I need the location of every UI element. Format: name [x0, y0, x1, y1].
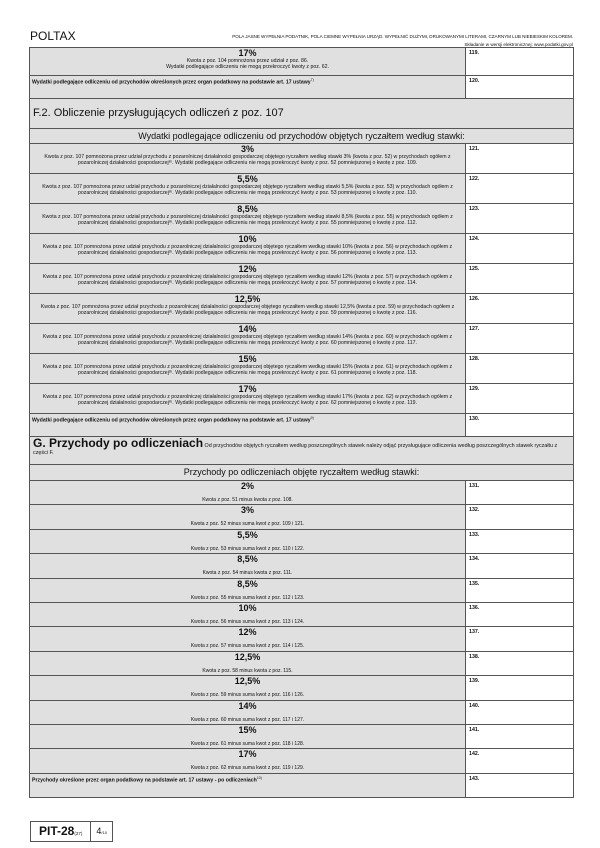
- field-120-input[interactable]: 120.: [466, 76, 573, 98]
- rate-label: 12,5%: [234, 651, 261, 662]
- rate-label: 15%: [238, 724, 257, 735]
- row-description: [30, 505, 466, 528]
- field-137-input[interactable]: 137.: [466, 627, 573, 650]
- field-129-input[interactable]: 129.: [466, 384, 573, 413]
- row-description: [30, 48, 466, 75]
- field-132-input[interactable]: 132.: [466, 505, 573, 528]
- row-text: Kwota z poz. 55 minus suma kwot z poz. 112 i 123.: [190, 594, 305, 601]
- row-text: Kwota z poz. 107 pomnożona przez udział przychodu z pozarolniczej działalności gospodarczej objętego ryczałtem według stawki 12% (kwota z poz. 57) w przychodach ogółem z pozarolniczej działalności gospodarczej⁸⁾. Wydatki podlegające odliczeniu nie mogą przekroczyć kwoty z poz. 57 pomniejszonej o kwotę z poz. 114.: [42, 274, 453, 286]
- form-row-133: [30, 530, 573, 554]
- row-text: Wydatki podlegające odliczeniu od przychodów określonych przez organ podatkowy na podstawie art. 17 ustawy: [32, 417, 311, 424]
- form-row-140: [30, 701, 573, 725]
- field-133-input[interactable]: 133.: [466, 530, 573, 553]
- row-text: Wydatki podlegające odliczeniu nie mogą przekroczyć kwoty z poz. 62.: [166, 64, 329, 70]
- footnote-ref: 10): [256, 775, 262, 780]
- row-description: [30, 234, 466, 263]
- row-text: Kwota z poz. 53 minus suma kwot z poz. 110 i 122.: [190, 545, 305, 552]
- rate-label: 12%: [238, 627, 257, 638]
- field-125-input[interactable]: 125.: [466, 264, 573, 293]
- row-text: Kwota z poz. 62 minus suma kwot z poz. 119 i 129.: [190, 765, 305, 772]
- row-text: Kwota z poz. 52 minus suma kwot z poz. 109 i 121.: [190, 521, 305, 528]
- form-row-138: [30, 652, 573, 676]
- rate-label: 3%: [240, 144, 254, 154]
- field-119-input[interactable]: 119.: [466, 48, 573, 75]
- section-f2-title: F.2. Obliczenie przysługujących odliczeń z poz. 107: [30, 99, 573, 129]
- rate-label: 8,5%: [237, 554, 258, 565]
- row-text: Kwota z poz. 107 pomnożona przez udział przychodu z pozarolniczej działalności gospodarczej objętego ryczałtem według stawki 5,5% (kwota z poz. 53) w przychodach ogółem z pozarolniczej działalności gospodarczej⁸⁾. Wydatki podlegające odliczeniu nie mogą przekroczyć kwoty z poz. 53 pomniejszonej o kwotę z poz. 110.: [42, 184, 453, 196]
- row-description: [30, 264, 466, 293]
- form-row-130: [30, 414, 573, 437]
- row-text: Kwota z poz. 61 minus suma kwot z poz. 118 i 128.: [190, 740, 305, 747]
- row-text: Przychody określone przez organ podatkowy na podstawie art. 17 ustawy - po odliczeniach: [32, 777, 257, 784]
- current-page: 4: [96, 826, 102, 836]
- row-text: Kwota z poz. 58 minus kwota z poz. 115.: [202, 667, 293, 674]
- row-description: [30, 652, 466, 675]
- rate-label: 8,5%: [237, 204, 258, 214]
- form-row-129: [30, 384, 573, 414]
- page-number: [91, 822, 112, 841]
- field-128-input[interactable]: 128.: [466, 354, 573, 383]
- row-text: Kwota z poz. 104 pomnożona przez udział z poz. 86.: [186, 58, 309, 64]
- field-143-input[interactable]: 143.: [466, 774, 573, 797]
- form-name: PIT-28: [39, 824, 75, 838]
- row-text: Kwota z poz. 60 minus suma kwot z poz. 117 i 127.: [190, 716, 305, 723]
- row-description: [30, 294, 466, 323]
- rate-label: 8,5%: [237, 578, 258, 589]
- section-g-intro: Od przychodów objętych ryczałtem według poszczególnych stawek należy odjąć przysługujące odliczenia według poszczególnych stawek ryczałtu z części F.: [33, 443, 558, 456]
- field-122-input[interactable]: 122.: [466, 174, 573, 203]
- row-text: Kwota z poz. 107 pomnożona przez udział przychodu z pozarolniczej działalności gospodarczej objętego ryczałtem według stawki 8,5% (kwota z poz. 55) w przychodach ogółem z pozarolniczej działalności gospodarczej⁸⁾. Wydatki podlegające odliczeniu nie mogą przekroczyć kwoty z poz. 55 pomniejszonej o kwotę z poz. 112.: [42, 214, 453, 226]
- form-row-134: [30, 554, 573, 578]
- form-id: [31, 822, 91, 841]
- section-g-rows: [30, 481, 573, 774]
- rate-label: 15%: [238, 354, 257, 364]
- form-row-131: [30, 481, 573, 505]
- row-description: [30, 354, 466, 383]
- row-description: [30, 627, 466, 650]
- row-text: Kwota z poz. 54 minus kwota z poz. 111.: [202, 570, 293, 577]
- row-description: [30, 144, 466, 173]
- field-135-input[interactable]: 135.: [466, 579, 573, 602]
- form-row-120: [30, 76, 573, 99]
- form-row-141: [30, 725, 573, 749]
- rate-label: 14%: [238, 324, 257, 334]
- form-version: (27): [74, 831, 83, 836]
- form-row-143: [30, 774, 573, 798]
- field-136-input[interactable]: 136.: [466, 603, 573, 626]
- form-row-142: [30, 749, 573, 773]
- footnote-ref: 9): [310, 416, 314, 420]
- row-description: [30, 530, 466, 553]
- row-text: Kwota z poz. 107 pomnożona przez udział przychodu z pozarolniczej działalności gospodarczej objętego ryczałtem według stawki 15% (kwota z poz. 61) w przychodach ogółem z pozarolniczej działalności gospodarczej⁸⁾. Wydatki podlegające odliczeniu nie mogą przekroczyć kwoty z poz. 61 pomniejszonej o kwotę z poz. 118.: [42, 364, 453, 376]
- form-row-123: [30, 204, 573, 234]
- section-g-subtitle: Przychody po odliczeniach objęte ryczałtem według stawki:: [30, 465, 573, 481]
- field-124-input[interactable]: 124.: [466, 234, 573, 263]
- field-141-input[interactable]: 141.: [466, 725, 573, 748]
- rate-label: 12,5%: [234, 294, 261, 304]
- section-f2-rows: [30, 144, 573, 414]
- field-139-input[interactable]: 139.: [466, 676, 573, 699]
- row-description: [30, 725, 466, 748]
- field-142-input[interactable]: 142.: [466, 749, 573, 772]
- field-126-input[interactable]: 126.: [466, 294, 573, 323]
- form-row-132: [30, 505, 573, 529]
- rate-label: 10%: [238, 234, 257, 244]
- row-description: [30, 749, 466, 772]
- fill-instructions: POLA JASNE WYPEŁNIA PODATNIK, POLA CIEMNE WYPEŁNIA URZĄD. WYPEŁNIĆ DUŻYMI, DRUKOWANYMI LITERAMI, CZARNYM LUB NIEBIESKIM KOLOREM.: [232, 34, 573, 39]
- field-123-input[interactable]: 123.: [466, 204, 573, 233]
- field-134-input[interactable]: 134.: [466, 554, 573, 577]
- rate-label: 17%: [238, 48, 257, 58]
- form-row-126: [30, 294, 573, 324]
- form-row-135: [30, 579, 573, 603]
- row-description: [30, 676, 466, 699]
- rate-label: 3%: [240, 505, 254, 516]
- row-description: [30, 554, 466, 577]
- row-text: Kwota z poz. 59 minus suma kwot z poz. 116 i 126.: [190, 692, 305, 699]
- row-description: [30, 701, 466, 724]
- rate-label: 2%: [240, 481, 254, 491]
- electronic-filing-note: Składanie w wersji elektronicznej: www.podatki.gov.pl: [464, 42, 573, 47]
- rate-label: 17%: [238, 384, 257, 394]
- row-description: [30, 324, 466, 353]
- row-description: [30, 579, 466, 602]
- form-row-137: [30, 627, 573, 651]
- rate-label: 14%: [238, 700, 257, 711]
- form-row-125: [30, 264, 573, 294]
- form-row-127: [30, 324, 573, 354]
- total-pages: /10: [101, 830, 107, 835]
- form-row-139: [30, 676, 573, 700]
- field-140-input[interactable]: 140.: [466, 701, 573, 724]
- row-text: Kwota z poz. 107 pomnożona przez udział przychodu z pozarolniczej działalności gospodarczej objętego ryczałtem według stawki 17% (kwota z poz. 62) w przychodach ogółem z pozarolniczej działalności gospodarczej⁸⁾. Wydatki podlegające odliczeniu nie mogą przekroczyć kwoty z poz. 62 pomniejszonej o kwotę z poz. 119.: [42, 394, 453, 406]
- rate-label: 5,5%: [237, 529, 258, 540]
- form-row-119: [30, 48, 573, 76]
- form-row-122: [30, 174, 573, 204]
- section-g-header: [30, 437, 573, 465]
- row-description: [30, 603, 466, 626]
- section-g-title: G. Przychody po odliczeniach: [33, 436, 204, 450]
- row-text: Kwota z poz. 107 pomnożona przez udział przychodu z pozarolniczej działalności gospodarczej objętego ryczałtem według stawki 12,5% (kwota z poz. 59) w przychodach ogółem z pozarolniczej działalności gospodarczej⁸⁾. Wydatki podlegające odliczeniu nie mogą przekroczyć kwoty z poz. 59 pomniejszonej o kwotę z poz. 116.: [40, 304, 455, 316]
- field-127-input[interactable]: 127.: [466, 324, 573, 353]
- row-description: [30, 174, 466, 203]
- row-description: [30, 204, 466, 233]
- rate-label: 17%: [238, 749, 257, 760]
- row-text: Kwota z poz. 57 minus suma kwot z poz. 114 i 125.: [190, 643, 305, 650]
- row-text: Wydatki podlegające odliczeniu od przychodów określonych przez organ podatkowy na podstawie art. 17 ustawy: [32, 79, 311, 86]
- field-138-input[interactable]: 138.: [466, 652, 573, 675]
- field-121-input[interactable]: 121.: [466, 144, 573, 173]
- form-row-121: [30, 144, 573, 174]
- rate-label: 12,5%: [234, 676, 261, 687]
- row-description: [30, 384, 466, 413]
- row-text: Kwota z poz. 56 minus suma kwot z poz. 113 i 124.: [190, 618, 305, 625]
- form-row-128: [30, 354, 573, 384]
- row-description: [30, 414, 466, 436]
- form-row-136: [30, 603, 573, 627]
- row-text: Kwota z poz. 107 pomnożona przez udział przychodu z pozarolniczej działalności gospodarczej objętego ryczałtem według stawki 10% (kwota z poz. 56) w przychodach ogółem z pozarolniczej działalności gospodarczej⁸⁾. Wydatki podlegające odliczeniu nie mogą przekroczyć kwoty z poz. 56 pomniejszonej o kwotę z poz. 113.: [42, 244, 453, 256]
- rate-label: 12%: [238, 264, 257, 274]
- tax-form: [29, 47, 574, 798]
- row-description: [30, 481, 466, 504]
- field-131-input[interactable]: 131.: [466, 481, 573, 504]
- rate-label: 5,5%: [237, 174, 258, 184]
- footnote-ref: 7): [310, 78, 314, 82]
- rate-label: 10%: [238, 602, 257, 613]
- section-f2-subtitle: Wydatki podlegające odliczeniu od przychodów objętych ryczałtem według stawki:: [30, 129, 573, 144]
- row-description: [30, 76, 466, 98]
- brand-logo: POLTAX: [30, 29, 76, 43]
- row-text: Kwota z poz. 51 minus kwota z poz. 108.: [202, 497, 293, 503]
- row-text: Kwota z poz. 107 pomnożona przez udział przychodu z pozarolniczej działalności gospodarczej objętego ryczałtem według stawki 14% (kwota z poz. 60) w przychodach ogółem z pozarolniczej działalności gospodarczej⁸⁾. Wydatki podlegające odliczeniu nie mogą przekroczyć kwoty z poz. 60 pomniejszonej o kwotę z poz. 117.: [42, 334, 453, 346]
- field-130-input[interactable]: 130.: [466, 414, 573, 436]
- form-footer: [30, 821, 113, 842]
- form-row-124: [30, 234, 573, 264]
- row-description: [30, 774, 466, 797]
- row-text: Kwota z poz. 107 pomnożona przez udział przychodu z pozarolniczej działalności gospodarczej objętego ryczałtem według stawki 3% (kwota z poz. 52) w przychodach ogółem z pozarolniczej działalności gospodarczej⁸⁾. Wydatki podlegające odliczeniu nie mogą przekroczyć kwoty z poz. 52 pomniejszonej o kwotę z poz. 109.: [44, 154, 451, 166]
